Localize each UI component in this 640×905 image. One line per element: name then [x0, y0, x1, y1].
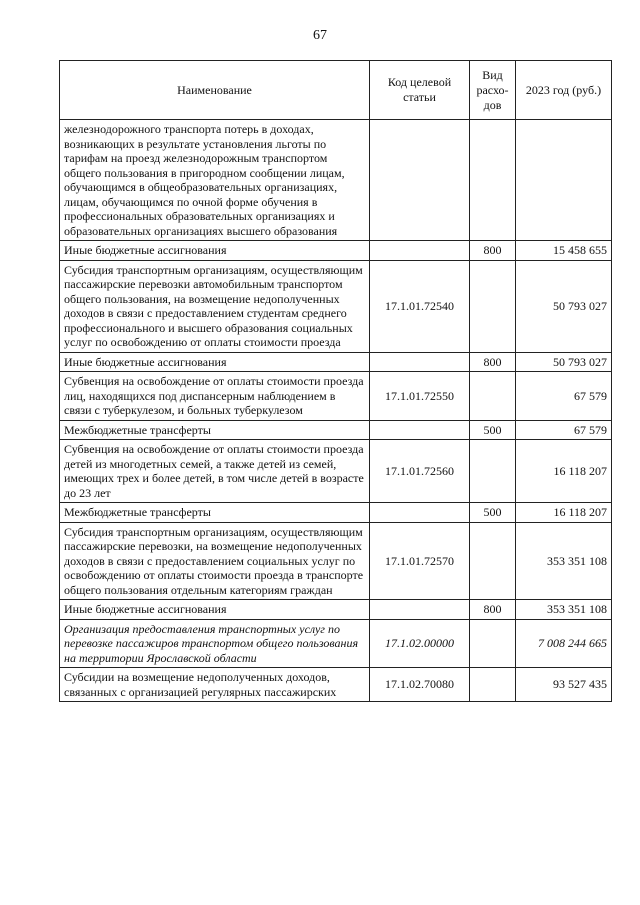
row-kind: 800 [470, 241, 516, 261]
table-row [60, 619, 612, 668]
table-row [60, 352, 612, 372]
row-amount: 50 793 027 [516, 260, 612, 352]
row-kind [470, 260, 516, 352]
row-name: железнодорожного транспорта потерь в доходах, возникающих в результате установления льготы по тарифам на проезд железнодорожным транспортом общего пользования в пригородном сообщении лицам, обучающимся в общеобразовательных организациях, лицам, обучающимся по очной форме обучения в профессиональных образовательных организациях и образовательных организациях высшего образования [60, 120, 370, 241]
table-row [60, 503, 612, 523]
header-code: Код целевой статьи [370, 61, 470, 120]
row-name: Межбюджетные трансферты [60, 420, 370, 440]
header-kind: Вид расхо-дов [470, 61, 516, 120]
row-kind [470, 120, 516, 241]
page-number: 67 [313, 28, 327, 43]
row-amount: 15 458 655 [516, 241, 612, 261]
row-amount: 353 351 108 [516, 600, 612, 620]
row-name: Межбюджетные трансферты [60, 503, 370, 523]
table-row [60, 241, 612, 261]
table-header-row [60, 61, 612, 120]
row-kind [470, 619, 516, 668]
table-row [60, 260, 612, 352]
row-kind [470, 372, 516, 421]
row-name: Организация предоставления транспортных услуг по перевозке пассажиров транспортом общего пользования на территории Ярославской области [60, 619, 370, 668]
row-amount: 67 579 [516, 420, 612, 440]
table-row [60, 668, 612, 702]
row-code: 17.1.01.72540 [370, 260, 470, 352]
row-name: Субсидия транспортным организациям, осуществляющим пассажирские перевозки автомобильным транспортом общего пользования, на возмещение недополученных доходов в связи с предоставлением студентам среднего профессионального и высшего образования социальных услуг по освобождению от оплаты стоимости проезда [60, 260, 370, 352]
row-code [370, 352, 470, 372]
row-kind: 500 [470, 503, 516, 523]
row-amount [516, 120, 612, 241]
row-code: 17.1.02.00000 [370, 619, 470, 668]
row-kind: 800 [470, 600, 516, 620]
row-amount: 67 579 [516, 372, 612, 421]
row-amount: 93 527 435 [516, 668, 612, 702]
row-code: 17.1.01.72560 [370, 440, 470, 503]
row-amount: 50 793 027 [516, 352, 612, 372]
row-code [370, 241, 470, 261]
row-name: Иные бюджетные ассигнования [60, 241, 370, 261]
row-code: 17.1.01.72550 [370, 372, 470, 421]
row-code: 17.1.02.70080 [370, 668, 470, 702]
row-code [370, 120, 470, 241]
row-amount: 16 118 207 [516, 503, 612, 523]
table-row [60, 600, 612, 620]
table-row [60, 120, 612, 241]
table-row [60, 440, 612, 503]
row-name: Субвенция на освобождение от оплаты стоимости проезда детей из многодетных семей, а также детей из семей, имеющих трех и более детей, в том числе детей в возрасте до 23 лет [60, 440, 370, 503]
row-kind [470, 522, 516, 600]
row-amount: 7 008 244 665 [516, 619, 612, 668]
table-row [60, 372, 612, 421]
header-year: 2023 год (руб.) [516, 61, 612, 120]
row-name: Иные бюджетные ассигнования [60, 352, 370, 372]
row-name: Субсидии на возмещение недополученных доходов, связанных с организацией регулярных пассажирских [60, 668, 370, 702]
row-kind: 800 [470, 352, 516, 372]
row-code [370, 420, 470, 440]
row-kind [470, 668, 516, 702]
table-row [60, 420, 612, 440]
row-code [370, 503, 470, 523]
table-row [60, 522, 612, 600]
budget-table [59, 60, 612, 702]
row-amount: 16 118 207 [516, 440, 612, 503]
row-code: 17.1.01.72570 [370, 522, 470, 600]
header-name: Наименование [60, 61, 370, 120]
row-name: Субвенция на освобождение от оплаты стоимости проезда лиц, находящихся под диспансерным наблюдением в связи с туберкулезом, и больных туберкулезом [60, 372, 370, 421]
row-kind [470, 440, 516, 503]
row-amount: 353 351 108 [516, 522, 612, 600]
row-kind: 500 [470, 420, 516, 440]
row-name: Субсидия транспортным организациям, осуществляющим пассажирские перевозки, на возмещение недополученных доходов в связи с предоставлением социальных услуг по освобождению от оплаты стоимости проезда в транспорте общего пользования отдельным категориям граждан [60, 522, 370, 600]
row-name: Иные бюджетные ассигнования [60, 600, 370, 620]
row-code [370, 600, 470, 620]
